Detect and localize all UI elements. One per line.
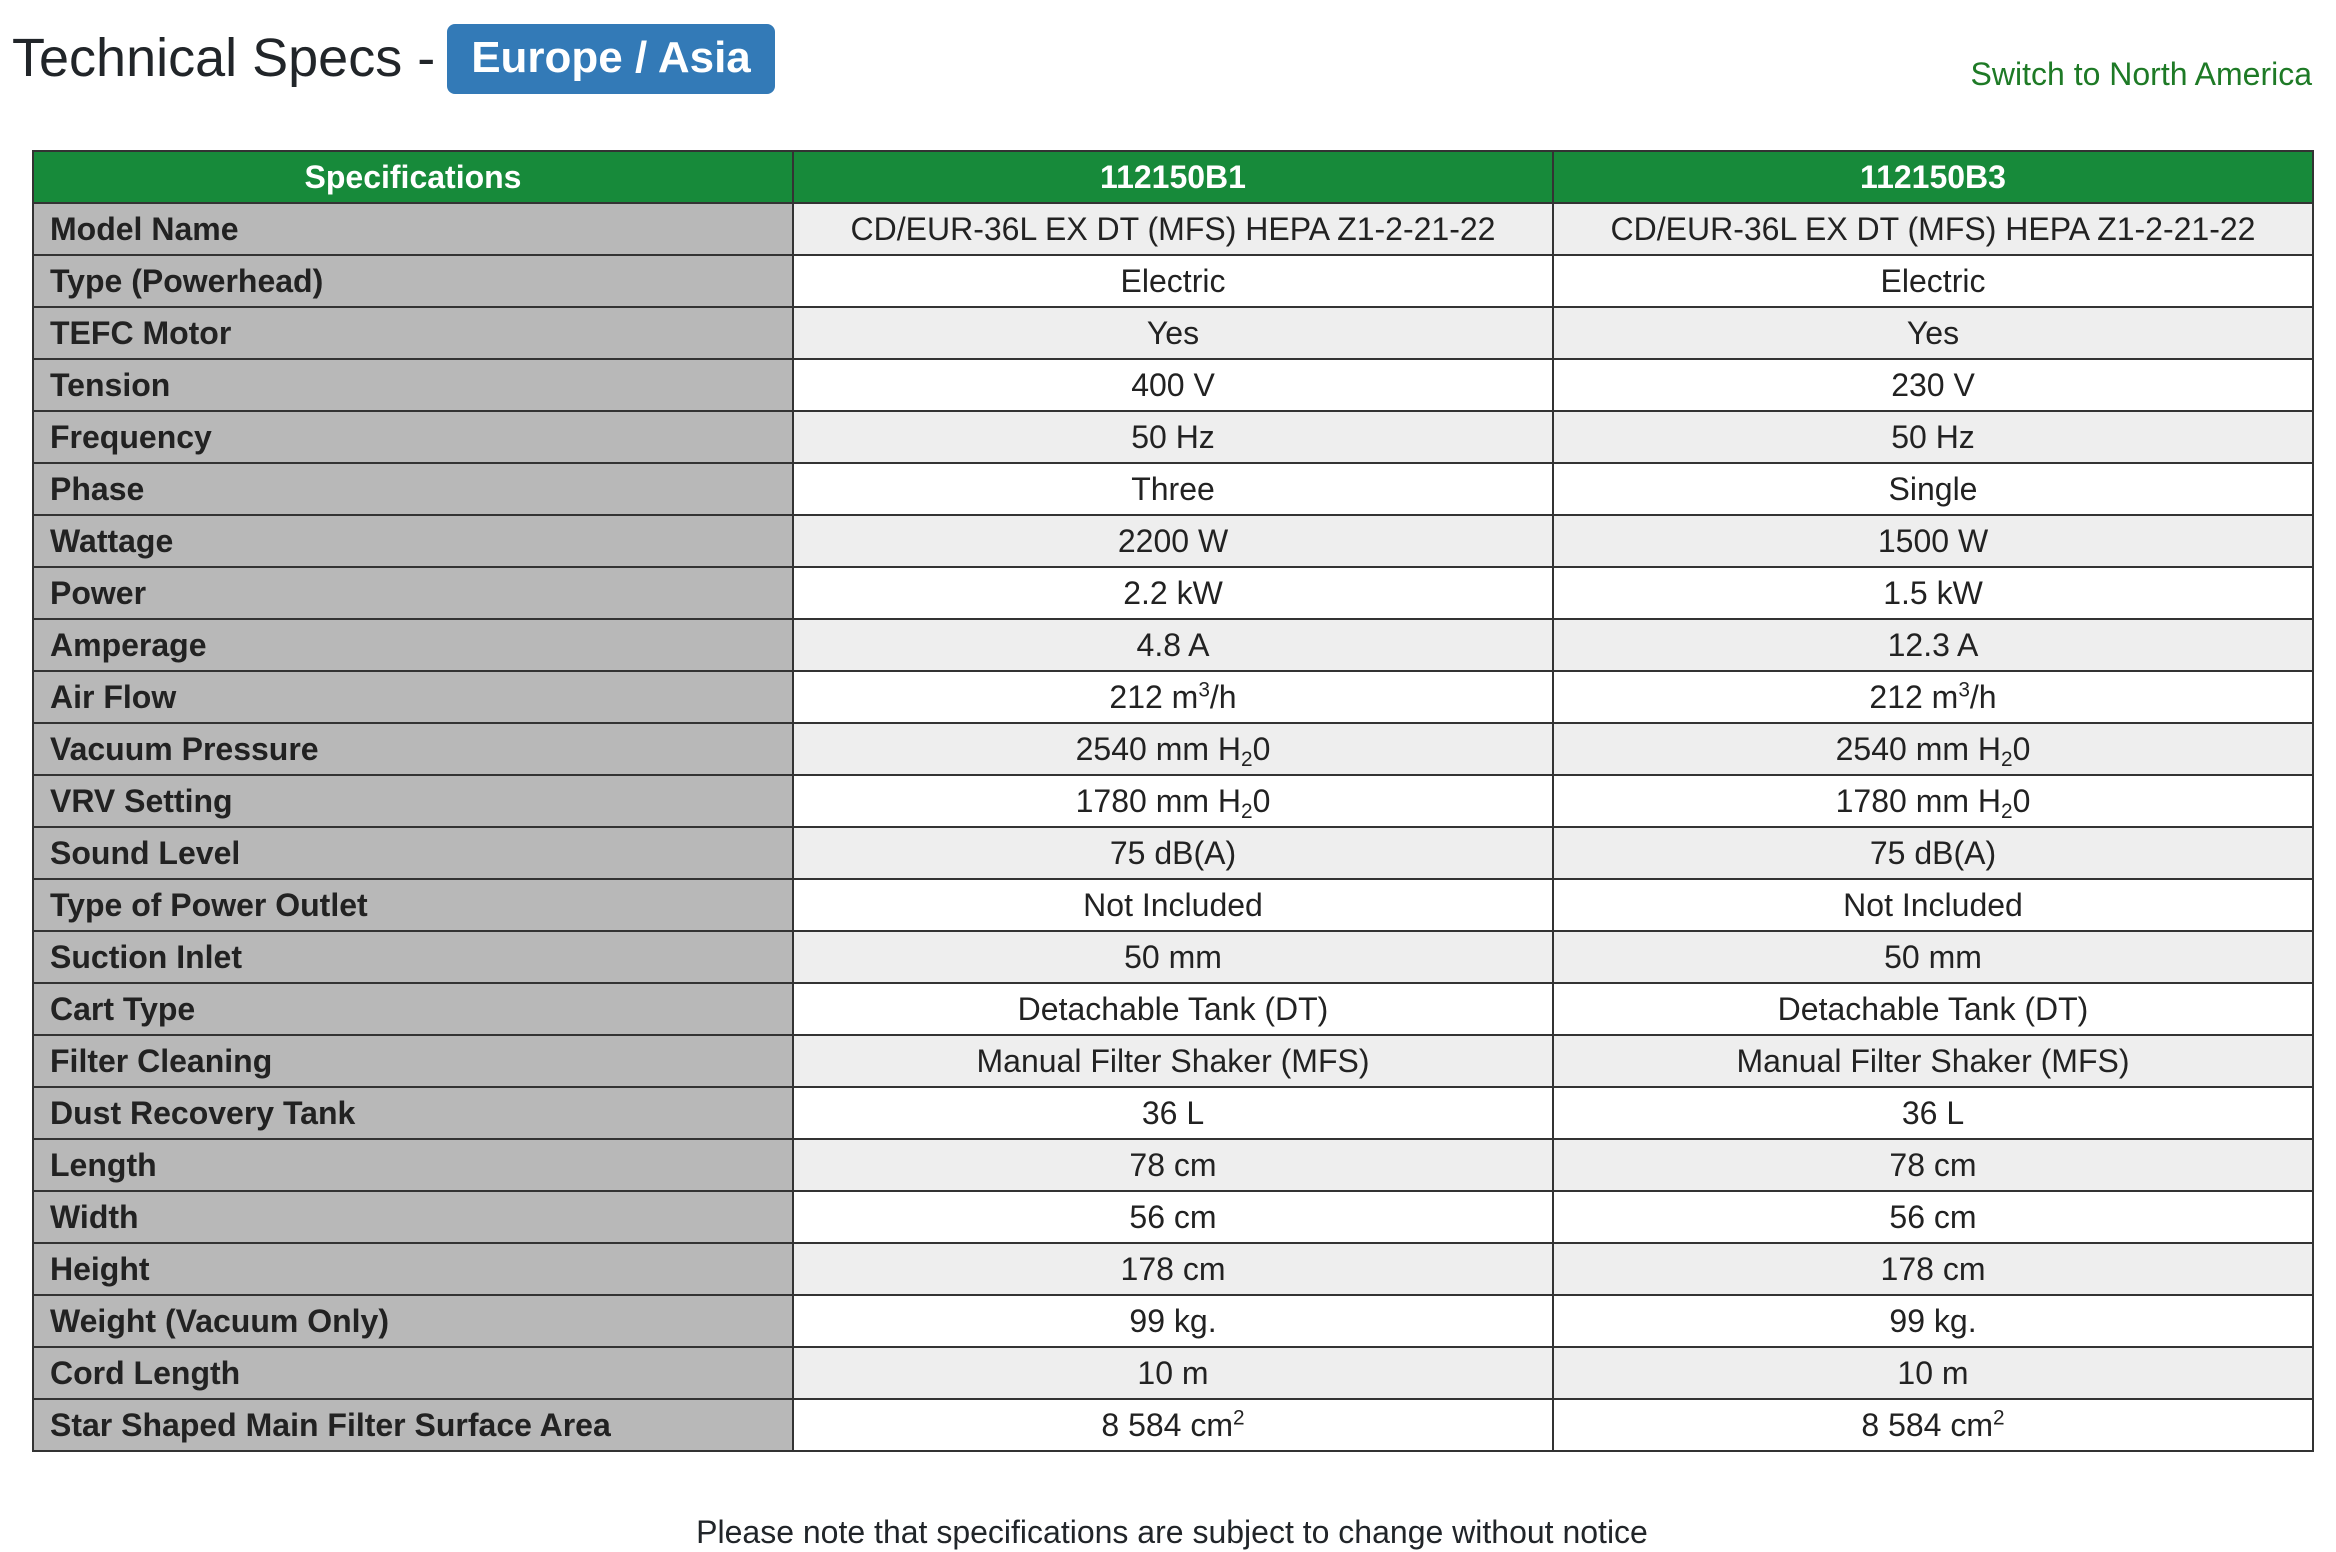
spec-label: Length xyxy=(33,1139,793,1191)
spec-value: Three xyxy=(793,463,1553,515)
spec-value: CD/EUR-36L EX DT (MFS) HEPA Z1-2-21-22 xyxy=(1553,203,2313,255)
spec-value-suffix: /h xyxy=(1209,679,1237,715)
spec-value: Yes xyxy=(1553,307,2313,359)
spec-label: Power xyxy=(33,567,793,619)
spec-value: 50 Hz xyxy=(793,411,1553,463)
table-row xyxy=(33,775,2313,827)
spec-value: 75 dB(A) xyxy=(793,827,1553,879)
spec-label: Cord Length xyxy=(33,1347,793,1399)
spec-value-suffix: 0 xyxy=(2012,783,2031,819)
subscript: 2 xyxy=(2001,748,2013,772)
spec-value-text: 8 584 cm xyxy=(1101,1407,1234,1443)
spec-label: Height xyxy=(33,1243,793,1295)
spec-value: 56 cm xyxy=(793,1191,1553,1243)
table-row xyxy=(33,879,2313,931)
spec-label: Amperage xyxy=(33,619,793,671)
table-row xyxy=(33,619,2313,671)
spec-label: Type (Powerhead) xyxy=(33,255,793,307)
spec-value: 230 V xyxy=(1553,359,2313,411)
table-row xyxy=(33,723,2313,775)
table-row xyxy=(33,671,2313,723)
spec-value: Detachable Tank (DT) xyxy=(793,983,1553,1035)
specifications-column-header: Specifications xyxy=(33,151,793,203)
spec-value: 178 cm xyxy=(1553,1243,2313,1295)
spec-value-suffix: 0 xyxy=(2012,731,2031,767)
spec-value: Electric xyxy=(1553,255,2313,307)
spec-value: 50 mm xyxy=(1553,931,2313,983)
model-112150b3-column-header: 112150B3 xyxy=(1553,151,2313,203)
spec-value: Manual Filter Shaker (MFS) xyxy=(793,1035,1553,1087)
page-title xyxy=(12,22,775,94)
spec-value: 2.2 kW xyxy=(793,567,1553,619)
spec-value-text: 1780 mm H xyxy=(1835,783,2001,819)
spec-label: Dust Recovery Tank xyxy=(33,1087,793,1139)
spec-value: Detachable Tank (DT) xyxy=(1553,983,2313,1035)
spec-label: Star Shaped Main Filter Surface Area xyxy=(33,1399,793,1451)
table-row xyxy=(33,1347,2313,1399)
superscript: 2 xyxy=(1993,1406,2005,1430)
spec-value xyxy=(793,775,1553,827)
specs-table xyxy=(32,150,2314,1452)
spec-value xyxy=(1553,775,2313,827)
spec-label: Weight (Vacuum Only) xyxy=(33,1295,793,1347)
region-badge: Europe / Asia xyxy=(447,24,775,94)
spec-value: CD/EUR-36L EX DT (MFS) HEPA Z1-2-21-22 xyxy=(793,203,1553,255)
page-title-text: Technical Specs - xyxy=(12,28,436,88)
model-112150b1-column-header: 112150B1 xyxy=(793,151,1553,203)
table-row xyxy=(33,255,2313,307)
spec-value: Single xyxy=(1553,463,2313,515)
table-row xyxy=(33,463,2313,515)
spec-value-text: 212 m xyxy=(1109,679,1199,715)
spec-value-suffix: 0 xyxy=(1252,731,1271,767)
spec-value: Not Included xyxy=(793,879,1553,931)
spec-value xyxy=(793,723,1553,775)
spec-label: Air Flow xyxy=(33,671,793,723)
table-row xyxy=(33,1191,2313,1243)
table-row xyxy=(33,1087,2313,1139)
spec-label: Vacuum Pressure xyxy=(33,723,793,775)
spec-value xyxy=(1553,1399,2313,1451)
spec-value: 10 m xyxy=(1553,1347,2313,1399)
table-row xyxy=(33,983,2313,1035)
spec-value: Yes xyxy=(793,307,1553,359)
spec-value: 78 cm xyxy=(793,1139,1553,1191)
table-row xyxy=(33,1295,2313,1347)
table-row xyxy=(33,307,2313,359)
subscript: 2 xyxy=(2001,800,2013,824)
spec-label: Filter Cleaning xyxy=(33,1035,793,1087)
spec-value: 50 Hz xyxy=(1553,411,2313,463)
spec-value-text: 1780 mm H xyxy=(1075,783,1241,819)
spec-value: Manual Filter Shaker (MFS) xyxy=(1553,1035,2313,1087)
spec-value: 50 mm xyxy=(793,931,1553,983)
spec-value: 400 V xyxy=(793,359,1553,411)
spec-label: TEFC Motor xyxy=(33,307,793,359)
spec-value: 99 kg. xyxy=(1553,1295,2313,1347)
table-row xyxy=(33,1139,2313,1191)
spec-value: 99 kg. xyxy=(793,1295,1553,1347)
superscript: 3 xyxy=(1198,678,1210,702)
spec-value xyxy=(1553,723,2313,775)
spec-label: Tension xyxy=(33,359,793,411)
specs-table-body xyxy=(33,203,2313,1451)
spec-value: 12.3 A xyxy=(1553,619,2313,671)
spec-value-text: 8 584 cm xyxy=(1861,1407,1994,1443)
spec-value-suffix: 0 xyxy=(1252,783,1271,819)
spec-value: 1500 W xyxy=(1553,515,2313,567)
spec-label: Type of Power Outlet xyxy=(33,879,793,931)
specs-header-row xyxy=(33,151,2313,203)
table-row xyxy=(33,203,2313,255)
spec-value: 1.5 kW xyxy=(1553,567,2313,619)
spec-value: 36 L xyxy=(793,1087,1553,1139)
table-row xyxy=(33,931,2313,983)
spec-value xyxy=(793,671,1553,723)
spec-value-suffix: /h xyxy=(1969,679,1997,715)
spec-value: 10 m xyxy=(793,1347,1553,1399)
spec-value: 75 dB(A) xyxy=(1553,827,2313,879)
table-row xyxy=(33,515,2313,567)
spec-label: Phase xyxy=(33,463,793,515)
spec-label: Sound Level xyxy=(33,827,793,879)
spec-value: 56 cm xyxy=(1553,1191,2313,1243)
spec-label: Frequency xyxy=(33,411,793,463)
spec-value xyxy=(1553,671,2313,723)
table-row xyxy=(33,827,2313,879)
spec-label: Model Name xyxy=(33,203,793,255)
table-row xyxy=(33,567,2313,619)
superscript: 3 xyxy=(1958,678,1970,702)
spec-value: Not Included xyxy=(1553,879,2313,931)
spec-label: Wattage xyxy=(33,515,793,567)
spec-value-text: 2540 mm H xyxy=(1075,731,1241,767)
spec-value: Electric xyxy=(793,255,1553,307)
table-row xyxy=(33,1035,2313,1087)
table-row xyxy=(33,1399,2313,1451)
spec-label: VRV Setting xyxy=(33,775,793,827)
subscript: 2 xyxy=(1241,748,1253,772)
table-row xyxy=(33,1243,2313,1295)
spec-value: 178 cm xyxy=(793,1243,1553,1295)
spec-value: 78 cm xyxy=(1553,1139,2313,1191)
spec-value-text: 212 m xyxy=(1869,679,1959,715)
table-row xyxy=(33,411,2313,463)
spec-value-text: 2540 mm H xyxy=(1835,731,2001,767)
superscript: 2 xyxy=(1233,1406,1245,1430)
spec-value: 36 L xyxy=(1553,1087,2313,1139)
page-header xyxy=(12,20,2312,100)
switch-region-link[interactable]: Switch to North America xyxy=(1970,56,2312,92)
spec-value: 2200 W xyxy=(793,515,1553,567)
table-row xyxy=(33,359,2313,411)
spec-label: Suction Inlet xyxy=(33,931,793,983)
spec-value: 4.8 A xyxy=(793,619,1553,671)
spec-label: Width xyxy=(33,1191,793,1243)
subscript: 2 xyxy=(1241,800,1253,824)
disclaimer-note: Please note that specifications are subject to change without notice xyxy=(696,1514,1648,1550)
spec-value xyxy=(793,1399,1553,1451)
spec-label: Cart Type xyxy=(33,983,793,1035)
